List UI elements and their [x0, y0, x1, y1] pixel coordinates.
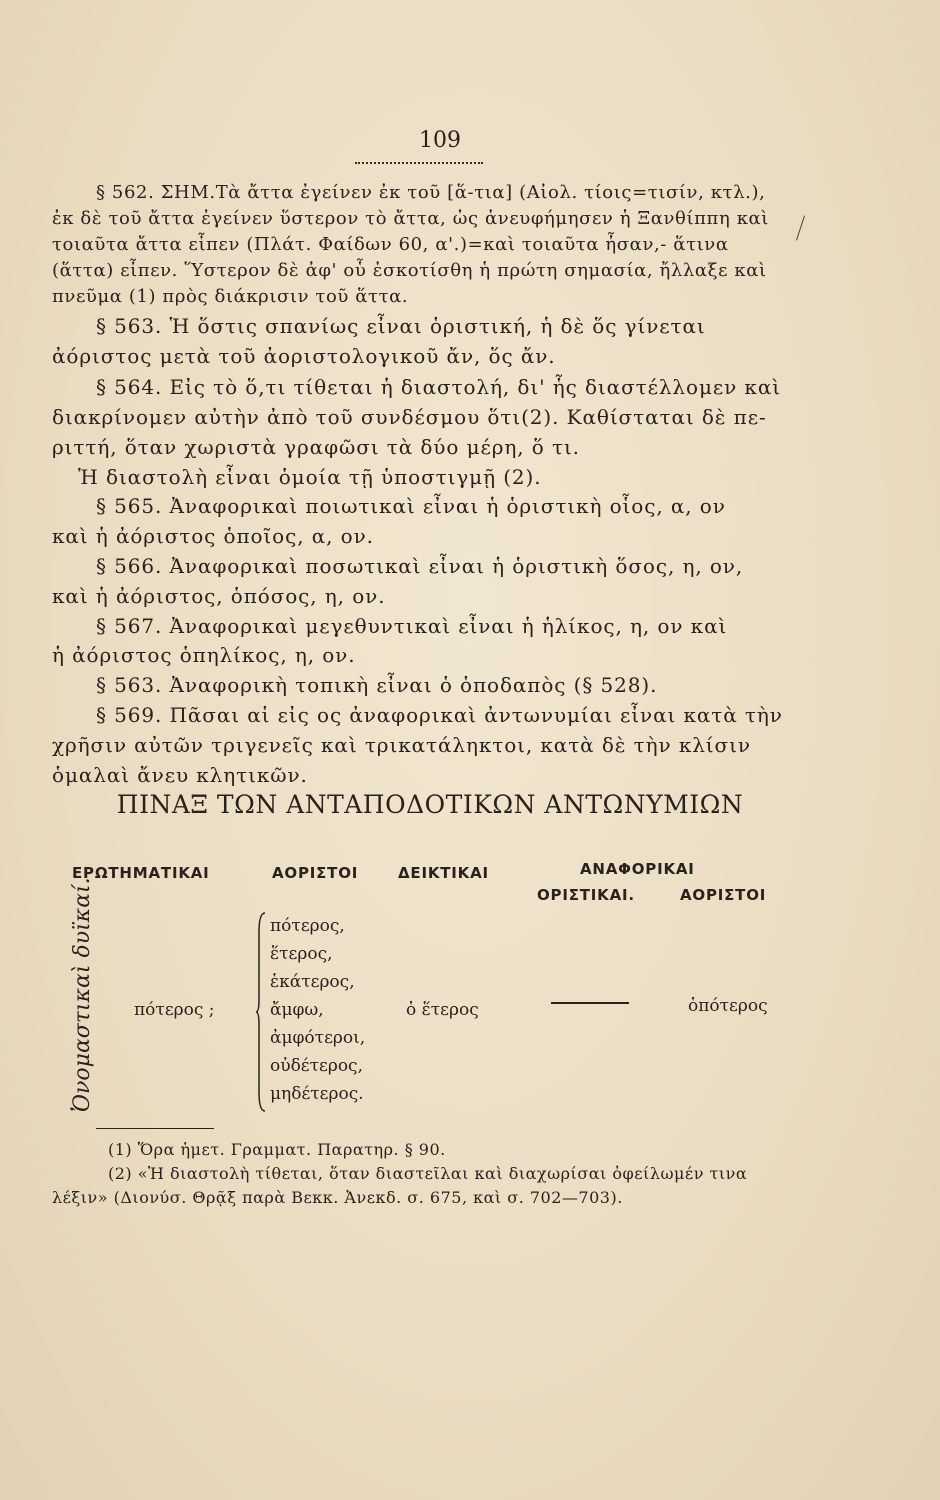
curly-brace [256, 912, 266, 1112]
indefinite-pronoun: μηδέτερος. [270, 1084, 364, 1104]
paragraph-line: (ἅττα) εἶπεν. Ὕστερον δὲ ἀφ' οὗ ἐσκοτίσθη ἡ πρώτη σημασία, ἤλλαξε καὶ [52, 260, 767, 281]
paragraph-line: ριττή, ὅταν χωριστὰ γραφῶσι τὰ δύο μέρη, ὅ τι. [52, 435, 580, 459]
column-header-indefinite: ΑΟΡΙΣΤΟΙ [272, 864, 359, 882]
indefinite-pronoun: ἄμφω, [270, 1000, 324, 1020]
column-header-relative: ΑΝΑΦΟΡΙΚΑΙ [580, 860, 695, 878]
column-header-relative-definite: ΟΡΙΣΤΙΚΑΙ. [537, 886, 635, 904]
indefinite-pronoun: οὐδέτερος, [270, 1056, 363, 1076]
footnote: (1) Ὅρα ἡμετ. Γραμματ. Παρατηρ. § 90. [108, 1140, 446, 1159]
paragraph-line: § 562. ΣΗΜ.Τὰ ἄττα ἐγείνεν ἐκ τοῦ [ἅ-τια] (Αἰολ. τίοις=τισίν, κτλ.), [96, 182, 766, 203]
page-number: 109 [419, 128, 461, 153]
column-header-interrogative: ΕΡΩΤΗΜΑΤΙΚΑΙ [72, 864, 210, 882]
table-title: ΠΙΝΑΞ ΤΩΝ ΑΝΤΑΠΟΔΟΤΙΚΩΝ ΑΝΤΩΝΥΜΙΩΝ [116, 790, 744, 819]
indefinite-pronoun: ἕτερος, [270, 944, 333, 964]
paragraph-line: καὶ ἡ ἀόριστος, ὁπόσος, η, ον. [52, 584, 386, 608]
paragraph-line: καὶ ἡ ἀόριστος ὁποῖος, α, ον. [52, 524, 374, 548]
indefinite-pronoun: ἑκάτερος, [270, 972, 355, 992]
indefinite-pronoun: πότερος, [270, 916, 345, 936]
paragraph-line: § 564. Εἰς τὸ ὅ,τι τίθεται ἡ διαστολή, δι' ἧς διαστέλλομεν καὶ [96, 375, 781, 399]
paragraph-line: § 566. Ἀναφορικαὶ ποσωτικαὶ εἶναι ἡ ὁριστικὴ ὅσος, η, ον, [96, 554, 744, 578]
column-header-relative-indefinite: ΑΟΡΙΣΤΟΙ [680, 886, 767, 904]
paragraph-line: § 563. Ἀναφορικὴ τοπικὴ εἶναι ὁ ὁποδαπὸς (§ 528). [96, 673, 658, 697]
footnote: λέξιν» (Διονύσ. Θρᾷξ παρὰ Βεκκ. Ἀνεκδ. σ. 675, καὶ σ. 702—703). [52, 1188, 623, 1207]
footnote: (2) «Ἡ διαστολὴ τίθεται, ὅταν διαστεῖλαι καὶ διαχωρίσαι ὀφείλωμέν τινα [108, 1164, 748, 1183]
paragraph-line: ὁμαλαὶ ἄνευ κλητικῶν. [52, 763, 308, 787]
interrogative-pronoun: πότερος ; [134, 1000, 215, 1020]
paragraph-line: § 563. Ἡ ὅστις σπανίως εἶναι ὁριστική, ἡ δὲ ὅς γίνεται [96, 314, 706, 338]
demonstrative-pronoun: ὁ ἕτερος [406, 1000, 479, 1020]
page-number-ornament [355, 156, 483, 164]
row-label: Ὀνομαστικαὶ δυϊκαί. [70, 877, 95, 1112]
paragraph-line: ἡ ἀόριστος ὁπηλίκος, η, ον. [52, 643, 356, 667]
paragraph-line: χρῆσιν αὐτῶν τριγενεῖς καὶ τρικατάληκτοι, κατὰ δὲ τὴν κλίσιν [52, 733, 751, 757]
paragraph-line: διακρίνομεν αὐτὴν ἀπὸ τοῦ συνδέσμου ὅτι(2). Καθίσταται δὲ πε- [52, 405, 767, 429]
paragraph-line: πνεῦμα (1) πρὸς διάκρισιν τοῦ ἅττα. [52, 286, 409, 307]
relative-indefinite-pronoun: ὁπότερος [688, 996, 768, 1016]
empty-cell-dash [551, 1002, 629, 1004]
paragraph-line: ἐκ δὲ τοῦ ἄττα ἐγείνεν ὕστερον τὸ ἄττα, ὡς ἀνευφήμησεν ἡ Ξανθίππη καὶ [52, 208, 769, 229]
margin-mark [796, 215, 805, 240]
column-header-demonstrative: ΔΕΙΚΤΙΚΑΙ [398, 864, 489, 882]
paragraph-line: ἀόριστος μετὰ τοῦ ἀοριστολογικοῦ ἄν, ὅς ἄν. [52, 344, 556, 368]
paragraph-line: Ἡ διαστολὴ εἶναι ὁμοία τῇ ὑποστιγμῇ (2). [78, 465, 542, 489]
paragraph-line: τοιαῦτα ἄττα εἶπεν (Πλάτ. Φαίδων 60, α'.)=καὶ τοιαῦτα ἦσαν,- ἅτινα [52, 234, 729, 255]
footnote-separator [96, 1128, 214, 1129]
paragraph-line: § 569. Πᾶσαι αἱ εἰς ος ἀναφορικαὶ ἀντωνυμίαι εἶναι κατὰ τὴν [96, 703, 783, 727]
paragraph-line: § 567. Ἀναφορικαὶ μεγεθυντικαὶ εἶναι ἡ ἡλίκος, η, ον καὶ [96, 614, 728, 638]
indefinite-pronoun: ἀμφότεροι, [270, 1028, 366, 1048]
paragraph-line: § 565. Ἀναφορικαὶ ποιωτικαὶ εἶναι ἡ ὁριστικὴ οἷος, α, ον [96, 494, 726, 518]
